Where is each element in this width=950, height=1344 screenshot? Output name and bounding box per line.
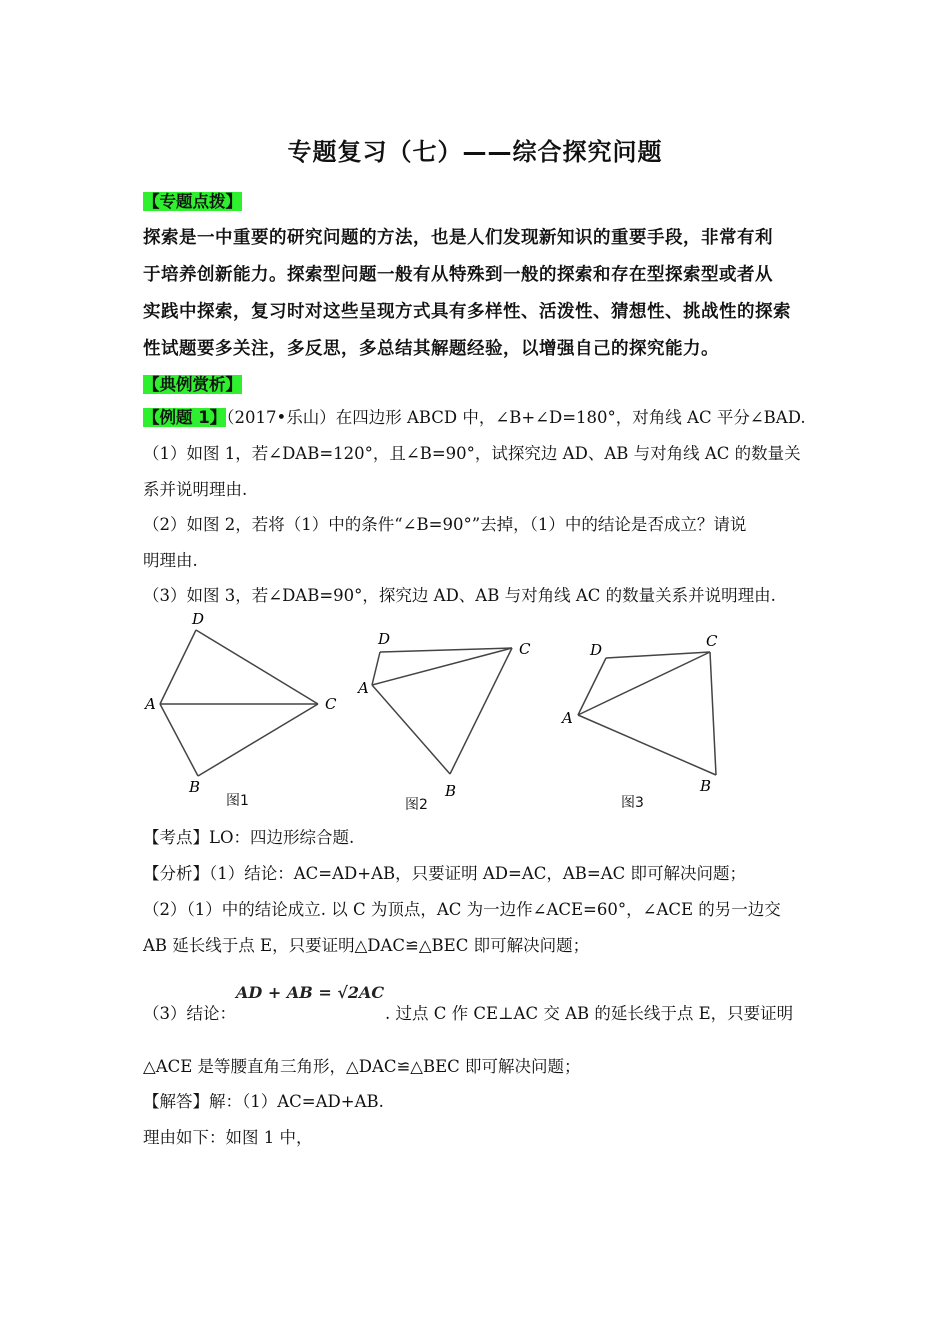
fig3-label-c: C bbox=[706, 632, 718, 650]
fig2-edge-da bbox=[372, 652, 380, 685]
fig1-edge-cb bbox=[198, 704, 318, 776]
figure-1-caption: 图1 bbox=[226, 793, 249, 809]
question-1-line-1: （1）如图 1，若∠DAB=120°，且∠B=90°，试探究边 AD、AB 与对角线 AC 的数量关 bbox=[143, 444, 801, 463]
fig3-label-b: B bbox=[700, 777, 712, 795]
question-3: （3）如图 3，若∠DAB=90°，探究边 AD、AB 与对角线 AC 的数量关系并说明理由. bbox=[143, 586, 776, 605]
fig2-diagonal-ac bbox=[372, 648, 512, 685]
analysis-3-suffix: . 过点 C 作 CE⊥AC 交 AB 的延长线于点 E，只要证明 bbox=[385, 1004, 794, 1023]
jieda: 【解答】解：（1）AC=AD+AB. bbox=[143, 1092, 384, 1111]
analysis-2-line-1: （2）（1）中的结论成立. 以 C 为顶点，AC 为一边作∠ACE=60°，∠ACE 的另一边交 bbox=[143, 900, 781, 919]
fig2-label-b: B bbox=[445, 782, 457, 800]
fig3-edge-da bbox=[578, 658, 606, 715]
reason: 理由如下：如图 1 中， bbox=[143, 1128, 313, 1147]
fig2-edge-bc bbox=[450, 648, 512, 774]
fig1-edge-ad bbox=[160, 630, 196, 704]
figure-3-caption: 图3 bbox=[621, 795, 644, 811]
fig1-edge-dc bbox=[196, 630, 318, 704]
fig1-label-d: D bbox=[192, 610, 205, 628]
figure-1 bbox=[140, 610, 340, 814]
fig1-label-c: C bbox=[325, 695, 337, 713]
section-heading-examples: 【典例赏析】 bbox=[143, 375, 242, 394]
fig2-edge-dc bbox=[380, 648, 512, 652]
fig1-edge-ba bbox=[160, 704, 198, 776]
tips-line-2: 于培养创新能力。探索型问题一般有从特殊到一般的探索和存在型探索型或者从 bbox=[143, 265, 773, 285]
tips-line-4: 性试题要多关注，多反思，多总结其解题经验，以增强自己的探究能力。 bbox=[143, 339, 719, 359]
figure-2-caption: 图2 bbox=[405, 797, 428, 813]
question-1-line-2: 系并说明理由. bbox=[143, 480, 248, 499]
formula: AD + AB = √2AC bbox=[236, 983, 385, 1002]
example-intro: 【例题 1】（2017•乐山）在四边形 ABCD 中，∠B+∠D=180°，对角线 AC 平分∠BAD. bbox=[143, 408, 806, 427]
fig3-edge-dc bbox=[606, 652, 710, 658]
analysis-2-line-2: AB 延长线于点 E，只要证明△DAC≌△BEC 即可解决问题； bbox=[143, 936, 590, 955]
fig1-label-a: A bbox=[145, 695, 156, 713]
tips-line-3: 实践中探索，复习时对这些呈现方式具有多样性、活泼性、猜想性、挑战性的探索 bbox=[143, 302, 791, 322]
analysis-3-line-2: △ACE 是等腰直角三角形，△DAC≌△BEC 即可解决问题； bbox=[143, 1057, 581, 1076]
figure-2 bbox=[352, 628, 542, 812]
fig1-label-b: B bbox=[189, 778, 201, 796]
kaodian: 【考点】LO：四边形综合题. bbox=[143, 828, 355, 847]
fig2-edge-ab bbox=[372, 685, 450, 774]
section-heading-tips: 【专题点拨】 bbox=[143, 192, 242, 211]
fig3-label-a: A bbox=[562, 709, 573, 727]
fig2-label-d: D bbox=[378, 630, 391, 648]
fig3-edge-ab bbox=[578, 715, 716, 775]
fig2-label-a: A bbox=[358, 679, 369, 697]
tips-line-1: 探索是一中重要的研究问题的方法，也是人们发现新知识的重要手段，非常有利 bbox=[143, 228, 773, 248]
question-2-line-1: （2）如图 2，若将（1）中的条件“∠B=90°”去掉，（1）中的结论是否成立？请说 bbox=[143, 515, 747, 534]
fig3-edge-bc bbox=[710, 652, 716, 775]
question-2-line-2: 明理由. bbox=[143, 551, 198, 570]
fenxi: 【分析】（1）结论：AC=AD+AB，只要证明 AD=AC，AB=AC 即可解决问题； bbox=[143, 864, 747, 883]
example-label: 【例题 1】 bbox=[143, 408, 227, 427]
fig3-label-d: D bbox=[590, 641, 603, 659]
figure-3 bbox=[556, 628, 736, 812]
page-title: 专题复习（七）——综合探究问题 bbox=[287, 138, 663, 166]
fig2-label-c: C bbox=[519, 640, 531, 658]
fig3-diagonal-ac bbox=[578, 652, 710, 715]
analysis-3-prefix: （3）结论： bbox=[143, 1004, 236, 1023]
